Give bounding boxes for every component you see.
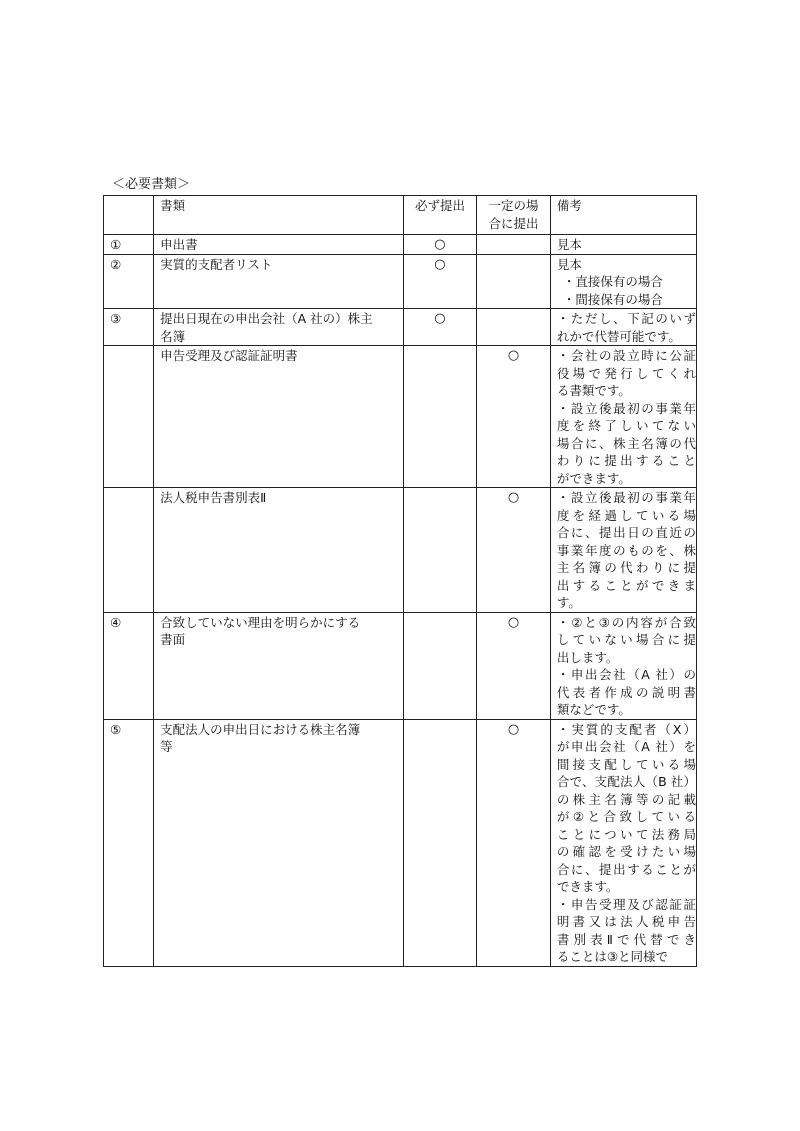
conditional-mark: ○ bbox=[477, 719, 551, 966]
note-line: ・ただし、下記のいず bbox=[556, 311, 696, 326]
header-document: 書類 bbox=[154, 196, 404, 235]
header-required: 必ず提出 bbox=[403, 196, 477, 235]
note-line: ができます。 bbox=[556, 470, 631, 486]
note-line: の確認を受けたい場 bbox=[556, 844, 696, 859]
note-line: ・設立後最初の事業年 bbox=[556, 400, 696, 416]
document-name bbox=[154, 346, 404, 488]
header-conditional bbox=[477, 196, 551, 235]
row-number: ③ bbox=[104, 309, 154, 346]
header-conditional-line-2: 合に提出 bbox=[488, 215, 539, 231]
row-number bbox=[104, 346, 154, 488]
note-line: が②と合致している bbox=[556, 809, 696, 824]
note-line: 書別表Ⅱで代替でき bbox=[556, 931, 696, 947]
note-line: ・②と③の内容が合致 bbox=[556, 614, 696, 630]
document-name-line: 合致していない理由を明らかにする bbox=[160, 614, 361, 630]
document-name bbox=[154, 719, 404, 966]
note-line: が申出会社（A 社）を bbox=[556, 739, 696, 754]
required-mark bbox=[403, 488, 477, 613]
note-line: 出します。 bbox=[556, 649, 619, 665]
conditional-mark bbox=[477, 235, 551, 255]
note-line: 度を終了しいてない bbox=[556, 418, 696, 433]
note-line: 代表者作成の説明書 bbox=[556, 684, 696, 700]
conditional-mark: ○ bbox=[477, 612, 551, 719]
header-conditional-line-1: 一定の場 bbox=[488, 198, 539, 213]
note-line: れかで代替可能です。 bbox=[556, 328, 681, 344]
conditional-mark bbox=[477, 309, 551, 346]
note-line: 主名簿の代わりに提 bbox=[556, 560, 696, 575]
note-line: ことについて法務局 bbox=[556, 826, 696, 842]
header-note: 備考 bbox=[550, 196, 696, 235]
note-line: ・実質的支配者（X） bbox=[556, 721, 696, 737]
note-line: 場合に、株主名簿の代 bbox=[556, 435, 696, 451]
conditional-mark bbox=[477, 254, 551, 309]
note-line: 見本 bbox=[556, 237, 582, 252]
required-mark: ○ bbox=[403, 235, 477, 255]
table-row bbox=[104, 309, 697, 346]
note-line: 間接支配している場 bbox=[556, 756, 696, 772]
required-documents-table bbox=[103, 195, 697, 967]
note-line: す。 bbox=[556, 595, 581, 610]
document-name-line: 申告受理及び認証証明書 bbox=[160, 348, 298, 363]
document-name-line: 実質的支配者リスト bbox=[160, 256, 273, 272]
document-name-line: 支配法人の申出日における株主名簿 bbox=[160, 721, 361, 737]
document-name bbox=[154, 254, 404, 309]
document-name-line: 申出書 bbox=[160, 237, 198, 252]
required-mark: ○ bbox=[403, 254, 477, 309]
note-line: できます。 bbox=[556, 879, 619, 894]
note-cell bbox=[550, 488, 696, 613]
document-name-line: 法人税申告書別表Ⅱ bbox=[160, 490, 267, 505]
row-number: ⑤ bbox=[104, 719, 154, 966]
note-line: る書類です。 bbox=[556, 383, 631, 398]
required-mark bbox=[403, 719, 477, 966]
note-cell bbox=[550, 719, 696, 966]
note-cell bbox=[550, 309, 696, 346]
row-number: ④ bbox=[104, 612, 154, 719]
note-line: 度を経過している場 bbox=[556, 507, 696, 523]
note-line: わりに提出すること bbox=[556, 453, 696, 468]
table-row bbox=[104, 235, 697, 255]
note-line: 事業年度のものを、株 bbox=[556, 542, 696, 558]
conditional-mark: ○ bbox=[477, 488, 551, 613]
table-row bbox=[104, 346, 697, 488]
note-line: ・申告受理及び認証証 bbox=[556, 896, 696, 912]
table-row bbox=[104, 254, 697, 309]
document-name bbox=[154, 488, 404, 613]
note-line: ・申出会社（A 社）の bbox=[556, 667, 696, 682]
document-name bbox=[154, 235, 404, 255]
note-line: ることは③と同様で bbox=[556, 949, 669, 964]
table-header-row bbox=[104, 196, 697, 235]
header-number bbox=[104, 196, 154, 235]
note-line: 類などです。 bbox=[556, 702, 631, 717]
document-name bbox=[154, 612, 404, 719]
note-line: していない場合に提 bbox=[556, 632, 696, 647]
document-name-line: 書面 bbox=[160, 632, 186, 647]
note-line: 出することができま bbox=[556, 577, 696, 593]
table-row bbox=[104, 488, 697, 613]
row-number: ① bbox=[104, 235, 154, 255]
note-line: 合に、提出することが bbox=[556, 861, 696, 877]
note-line: 見本 bbox=[556, 256, 582, 272]
document-name-line: 提出日現在の申出会社（A 社の）株主 bbox=[160, 311, 373, 326]
note-line: ・間接保有の場合 bbox=[562, 291, 663, 307]
row-number: ② bbox=[104, 254, 154, 309]
required-mark bbox=[403, 612, 477, 719]
conditional-mark: ○ bbox=[477, 346, 551, 488]
required-mark: ○ bbox=[403, 309, 477, 346]
note-cell bbox=[550, 235, 696, 255]
required-mark bbox=[403, 346, 477, 488]
note-cell bbox=[550, 612, 696, 719]
document-name-line: 名簿 bbox=[160, 328, 186, 344]
section-caption: ＜必要書類＞ bbox=[112, 177, 191, 192]
note-line: 役場で発行してくれ bbox=[556, 365, 696, 381]
note-cell bbox=[550, 254, 696, 309]
note-line: の株主名簿等の記載 bbox=[556, 791, 696, 807]
note-line: 合で、支配法人（B 社） bbox=[556, 774, 696, 789]
note-line: ・会社の設立時に公証 bbox=[556, 348, 696, 363]
note-line: 明書又は法人税申告 bbox=[556, 914, 696, 929]
row-number bbox=[104, 488, 154, 613]
table-row bbox=[104, 612, 697, 719]
note-line: ・直接保有の場合 bbox=[562, 274, 663, 289]
note-cell bbox=[550, 346, 696, 488]
note-line: 合に、提出日の直近の bbox=[556, 525, 696, 540]
document-name-line: 等 bbox=[160, 739, 173, 754]
table-row bbox=[104, 719, 697, 966]
note-line: ・設立後最初の事業年 bbox=[556, 490, 696, 505]
document-name bbox=[154, 309, 404, 346]
